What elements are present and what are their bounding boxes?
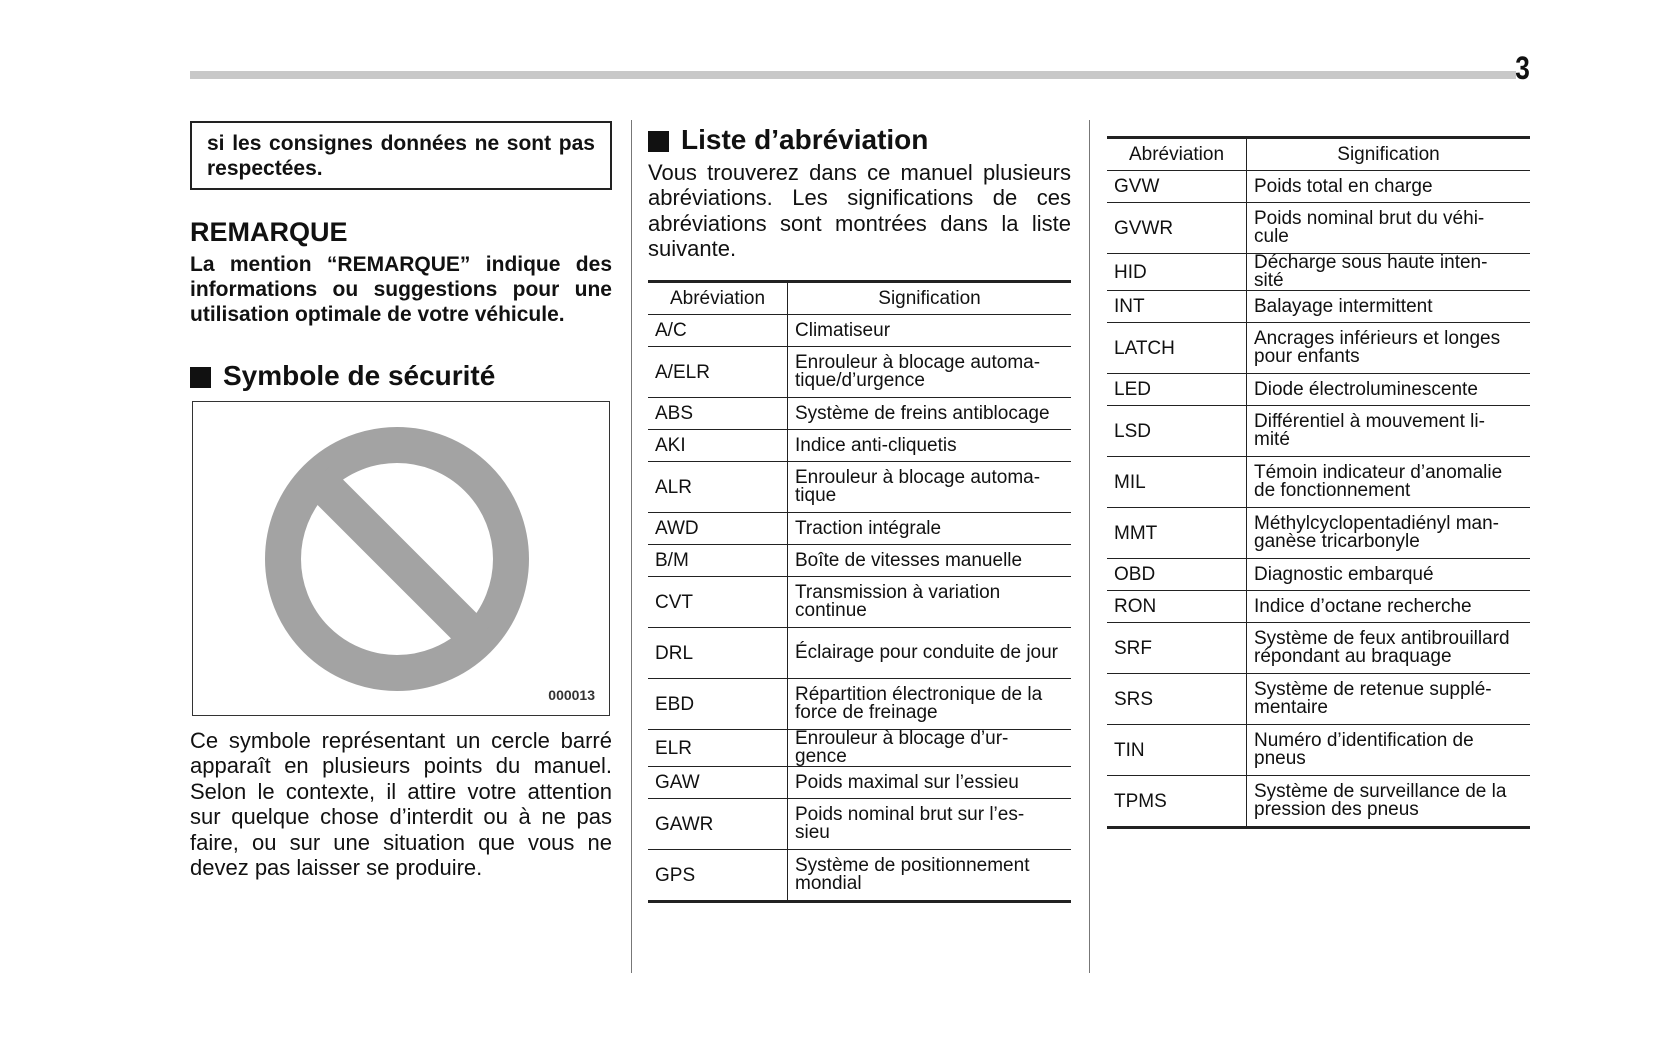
abbreviation-cell: B/M bbox=[648, 545, 788, 577]
table-row bbox=[648, 430, 1071, 462]
table-row bbox=[1107, 457, 1530, 508]
abbreviation-cell: TIN bbox=[1107, 725, 1247, 776]
table-row bbox=[1107, 374, 1530, 406]
meaning-cell bbox=[788, 679, 1072, 730]
meaning-text: Indice d’octane recherche bbox=[1254, 595, 1472, 617]
header-signification: Signification bbox=[1247, 138, 1531, 171]
symbole-body: Ce symbole représentant un cercle barré apparaît en plusieurs points du manuel. Selon le contexte, il attire votre attention sur quelque chose d’interdit ou à ne pas faire, ou sur une situation que vous ne devez pas laisser se produire. bbox=[190, 728, 612, 881]
abbreviation-cell: GVWR bbox=[1107, 203, 1247, 254]
abbreviation-cell: OBD bbox=[1107, 559, 1247, 591]
abbreviation-cell: EBD bbox=[648, 679, 788, 730]
meaning-text: Transmission à variation continue bbox=[795, 582, 1001, 621]
meaning-cell bbox=[788, 398, 1072, 430]
liste-intro: Vous trouverez dans ce manuel plusieurs abréviations. Les significations de ces abréviations sont montrées dans la liste suivante. bbox=[648, 160, 1071, 262]
meaning-cell bbox=[1247, 559, 1531, 591]
meaning-text: Témoin indicateur d’anomalie de fonctionnement bbox=[1254, 462, 1503, 501]
meaning-cell bbox=[1247, 776, 1531, 828]
abbreviation-cell: ALR bbox=[648, 462, 788, 513]
abbreviation-table-2 bbox=[1107, 136, 1530, 829]
meaning-text: Répartition électronique de la force de freinage bbox=[795, 684, 1043, 723]
abbreviation-cell: AWD bbox=[648, 513, 788, 545]
table-row bbox=[1107, 674, 1530, 725]
meaning-cell bbox=[788, 545, 1072, 577]
page-number: 3 bbox=[1515, 50, 1530, 86]
abbreviation-cell: A/ELR bbox=[648, 347, 788, 398]
table-row bbox=[1107, 406, 1530, 457]
table-header-row bbox=[1107, 138, 1530, 171]
meaning-cell bbox=[788, 315, 1072, 347]
meaning-text: Système de surveillance de la pression des pneus bbox=[1254, 781, 1507, 820]
table-row bbox=[1107, 203, 1530, 254]
table-row bbox=[1107, 291, 1530, 323]
meaning-text: Système de feux antibrouillard répondant au braquage bbox=[1254, 628, 1510, 667]
meaning-cell bbox=[1247, 171, 1531, 203]
header-signification: Signification bbox=[788, 282, 1072, 315]
meaning-text: Enrouleur à blocage automa- tique bbox=[795, 467, 1041, 506]
abbreviation-cell: SRS bbox=[1107, 674, 1247, 725]
meaning-cell bbox=[788, 430, 1072, 462]
meaning-cell bbox=[1247, 254, 1531, 291]
meaning-cell bbox=[1247, 406, 1531, 457]
meaning-text: Indice anti-cliquetis bbox=[795, 434, 957, 456]
meaning-cell bbox=[1247, 508, 1531, 559]
abbreviation-cell: A/C bbox=[648, 315, 788, 347]
figure-id: 000013 bbox=[548, 687, 595, 703]
abbreviation-cell: GPS bbox=[648, 850, 788, 902]
table-row bbox=[1107, 623, 1530, 674]
meaning-cell bbox=[1247, 674, 1531, 725]
abbreviation-cell: MIL bbox=[1107, 457, 1247, 508]
table-row bbox=[648, 730, 1071, 767]
abbreviation-cell: ABS bbox=[648, 398, 788, 430]
abbreviation-cell: ELR bbox=[648, 730, 788, 767]
symbole-heading bbox=[190, 360, 495, 392]
abbreviation-cell: LSD bbox=[1107, 406, 1247, 457]
table-row bbox=[648, 513, 1071, 545]
table-row bbox=[1107, 559, 1530, 591]
meaning-cell bbox=[788, 799, 1072, 850]
meaning-text: Numéro d’identification de pneus bbox=[1254, 730, 1474, 769]
table-row bbox=[648, 398, 1071, 430]
meaning-cell bbox=[788, 628, 1072, 679]
table-header-row bbox=[648, 282, 1071, 315]
table-row bbox=[1107, 254, 1530, 291]
meaning-text: Diode électroluminescente bbox=[1254, 378, 1478, 400]
table-row bbox=[1107, 323, 1530, 374]
abbreviation-cell: LED bbox=[1107, 374, 1247, 406]
column-divider bbox=[1089, 120, 1090, 973]
meaning-cell bbox=[788, 767, 1072, 799]
meaning-cell bbox=[788, 347, 1072, 398]
table-row bbox=[648, 545, 1071, 577]
meaning-text: Diagnostic embarqué bbox=[1254, 563, 1434, 585]
liste-heading bbox=[648, 124, 928, 156]
meaning-text: Enrouleur à blocage d’ur- gence bbox=[795, 728, 1009, 767]
symbole-heading-text: Symbole de sécurité bbox=[223, 360, 496, 391]
remarque-body: La mention “REMARQUE” indique des informations ou suggestions pour une utilisation optimale de votre véhicule. bbox=[190, 253, 612, 326]
table-row bbox=[1107, 776, 1530, 828]
section-square-icon bbox=[648, 131, 669, 152]
meaning-cell bbox=[1247, 203, 1531, 254]
abbreviation-cell: RON bbox=[1107, 591, 1247, 623]
table-row bbox=[648, 577, 1071, 628]
warning-box-continuation bbox=[190, 121, 612, 190]
meaning-text: Méthylcyclopentadiényl man- ganèse tricarbonyle bbox=[1254, 513, 1500, 552]
meaning-text: Éclairage pour conduite de jour bbox=[795, 642, 1059, 663]
header-abbreviation: Abréviation bbox=[1107, 138, 1247, 171]
meaning-cell bbox=[1247, 457, 1531, 508]
meaning-text: Poids maximal sur l’essieu bbox=[795, 771, 1019, 793]
meaning-cell bbox=[1247, 591, 1531, 623]
abbreviation-table-1 bbox=[648, 280, 1071, 903]
meaning-cell bbox=[788, 730, 1072, 767]
header-rule bbox=[190, 71, 1516, 79]
abbreviation-cell: TPMS bbox=[1107, 776, 1247, 828]
meaning-text: Poids nominal brut du véhi- cule bbox=[1254, 208, 1485, 247]
meaning-cell bbox=[788, 577, 1072, 628]
meaning-cell bbox=[788, 462, 1072, 513]
meaning-text: Système de retenue supplé- mentaire bbox=[1254, 679, 1492, 718]
abbreviation-cell: GAWR bbox=[648, 799, 788, 850]
abbreviation-cell: GVW bbox=[1107, 171, 1247, 203]
column-divider bbox=[631, 120, 632, 973]
table-row bbox=[1107, 508, 1530, 559]
meaning-cell bbox=[1247, 374, 1531, 406]
abbreviation-cell: AKI bbox=[648, 430, 788, 462]
meaning-cell bbox=[1247, 725, 1531, 776]
meaning-text: Boîte de vitesses manuelle bbox=[795, 549, 1023, 571]
meaning-text: Poids total en charge bbox=[1254, 175, 1433, 197]
table-row bbox=[648, 628, 1071, 679]
section-square-icon bbox=[190, 367, 211, 388]
abbreviation-cell: INT bbox=[1107, 291, 1247, 323]
abbreviation-cell: MMT bbox=[1107, 508, 1247, 559]
meaning-cell bbox=[788, 850, 1072, 902]
abbreviation-cell: CVT bbox=[648, 577, 788, 628]
safety-symbol-figure bbox=[192, 401, 610, 716]
meaning-cell bbox=[788, 513, 1072, 545]
table-row bbox=[648, 767, 1071, 799]
meaning-text: Enrouleur à blocage automa- tique/d’urgence bbox=[795, 352, 1041, 391]
table-row bbox=[648, 347, 1071, 398]
meaning-text: Système de freins antiblocage bbox=[795, 402, 1050, 424]
remarque-heading: REMARQUE bbox=[190, 217, 348, 247]
meaning-text: Décharge sous haute inten- sité bbox=[1254, 252, 1488, 291]
meaning-text: Balayage intermittent bbox=[1254, 295, 1433, 317]
table-row bbox=[1107, 591, 1530, 623]
abbreviation-cell: DRL bbox=[648, 628, 788, 679]
table-row bbox=[1107, 725, 1530, 776]
table-row bbox=[648, 679, 1071, 730]
header-abbreviation: Abréviation bbox=[648, 282, 788, 315]
abbreviation-cell: HID bbox=[1107, 254, 1247, 291]
prohibition-sign-icon bbox=[193, 402, 611, 717]
meaning-text: Climatiseur bbox=[795, 319, 891, 341]
table-row bbox=[648, 799, 1071, 850]
liste-heading-text: Liste d’abréviation bbox=[681, 124, 929, 155]
meaning-text: Différentiel à mouvement li- mité bbox=[1254, 411, 1485, 450]
meaning-cell bbox=[1247, 323, 1531, 374]
meaning-text: Traction intégrale bbox=[795, 517, 942, 539]
abbreviation-cell: SRF bbox=[1107, 623, 1247, 674]
warning-text: si les consignes données ne sont pas respectées. bbox=[207, 132, 595, 180]
table-row bbox=[648, 462, 1071, 513]
meaning-text: Ancrages inférieurs et longes pour enfants bbox=[1254, 328, 1501, 367]
table-row bbox=[648, 850, 1071, 902]
abbreviation-cell: LATCH bbox=[1107, 323, 1247, 374]
meaning-cell bbox=[1247, 291, 1531, 323]
meaning-text: Système de positionnement mondial bbox=[795, 855, 1030, 894]
meaning-cell bbox=[1247, 623, 1531, 674]
abbreviation-cell: GAW bbox=[648, 767, 788, 799]
meaning-text: Poids nominal brut sur l’es- sieu bbox=[795, 804, 1025, 843]
table-row bbox=[1107, 171, 1530, 203]
table-row bbox=[648, 315, 1071, 347]
